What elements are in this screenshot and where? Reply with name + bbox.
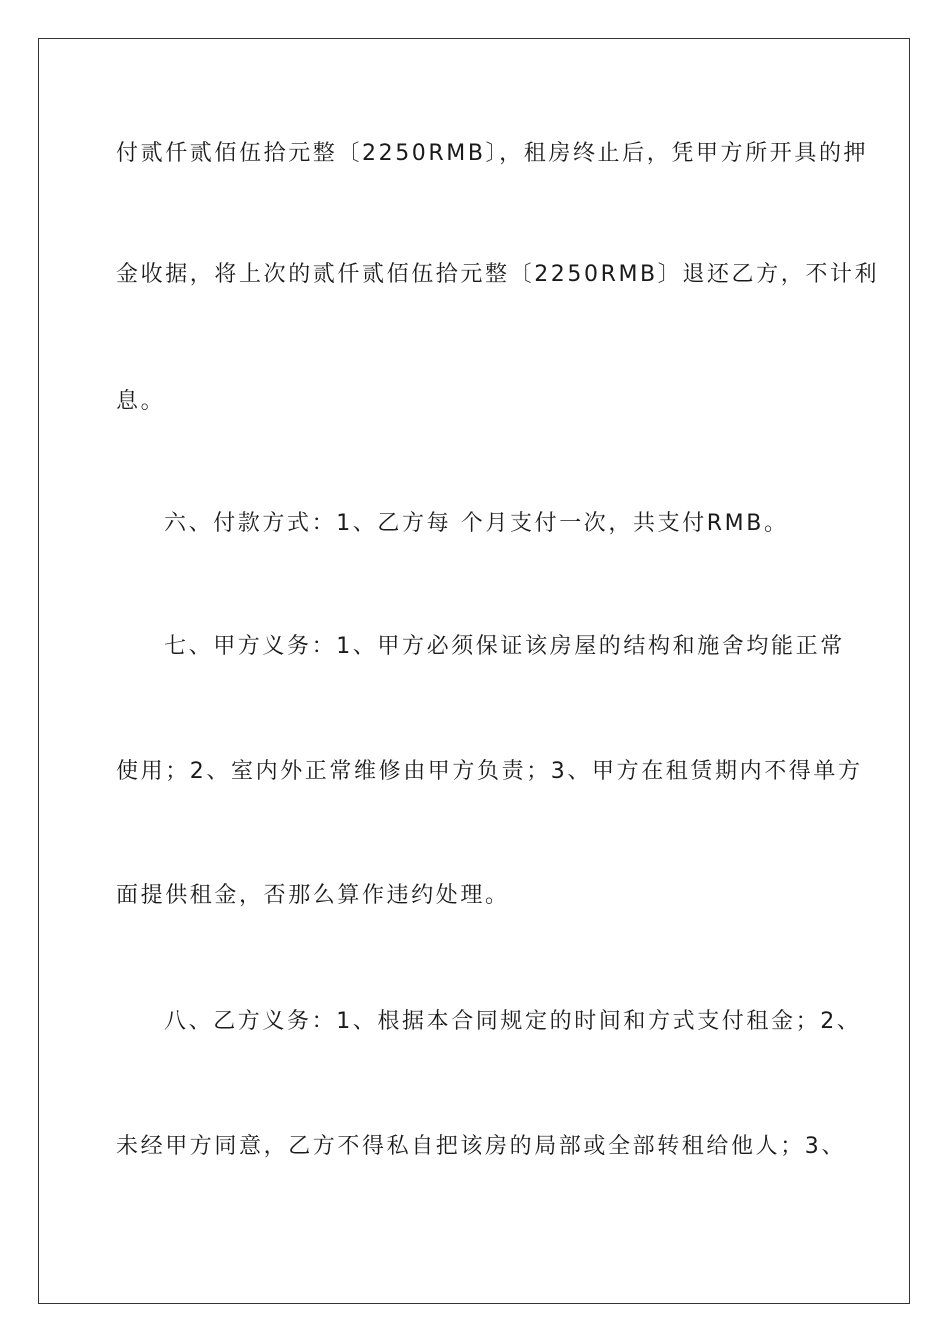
section-seven-party-a-obligations: 七、甲方义务：1、甲方必须保证该房屋的结构和施舍均能正常: [164, 634, 845, 659]
section-eight-party-b-obligations: 八、乙方义务：1、根据本合同规定的时间和方式支付租金；2、: [164, 1009, 862, 1034]
paragraph-line: 未经甲方同意，乙方不得私自把该房的局部或全部转租给他人；3、: [116, 1134, 846, 1159]
section-six-payment-method: 六、付款方式：1、乙方每 个月支付一次，共支付RMB。: [164, 511, 789, 536]
paragraph-line: 付贰仟贰佰伍拾元整〔2250RMB〕，租房终止后，凭甲方所开具的押: [116, 141, 869, 166]
paragraph-line: 使用；2、室内外正常维修由甲方负责；3、甲方在租赁期内不得单方: [116, 759, 863, 784]
page-border: [38, 38, 910, 1304]
paragraph-line: 面提供租金，否那么算作违约处理。: [116, 883, 510, 908]
paragraph-line: 金收据，将上次的贰仟贰佰伍拾元整〔2250RMB〕退还乙方，不计利: [116, 262, 880, 287]
paragraph-line: 息。: [116, 389, 166, 414]
